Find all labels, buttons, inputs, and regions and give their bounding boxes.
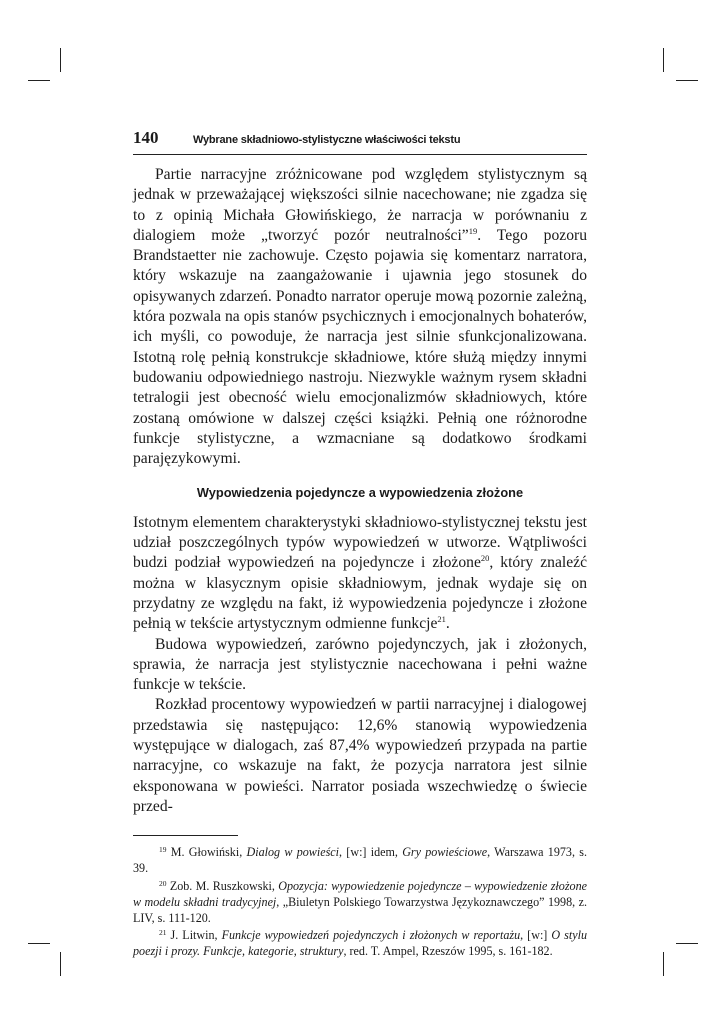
- footnote-number: 21: [159, 928, 167, 938]
- italic-title: Opozycja: wypowiedzenie pojedyncze – wypowiedzenie złożone w modelu składni tradycyjnej: [133, 878, 587, 909]
- crop-mark: [28, 943, 50, 944]
- body-text: [133, 165, 587, 817]
- crop-mark: [28, 80, 50, 81]
- text-span: M. Głowiński,: [170, 845, 247, 860]
- italic-title: Gry powieściowe: [402, 845, 488, 860]
- text-span: J. Litwin,: [170, 928, 222, 943]
- footnote-ref: 19: [468, 225, 478, 236]
- footnote: [133, 844, 587, 876]
- footnote: [133, 927, 587, 959]
- paragraph: Rozkład procentowy wypowiedzeń w partii narracyjnej i dialogowej przedstawia się następująco: 12,6% stanowią wypowiedzenia występujące w dialogach, zaś 87,4% wypowiedzeń przypada na partie narracyjne, co wskazuje na fakt, że pozycja narratora jest silnie eksponowana w powieści. Narrator posiada wszechwiedzę o świecie przed-: [133, 696, 587, 815]
- paragraph: [133, 513, 587, 635]
- italic-title: Funkcje wypowiedzeń pojedynczych i złożonych w reportażu: [221, 928, 521, 943]
- text-span: , red. T. Ampel, Rzeszów 1995, s. 161-182.: [343, 944, 553, 959]
- crop-mark: [663, 952, 664, 976]
- footnote-number: 19: [159, 845, 167, 855]
- paragraph: [133, 165, 587, 469]
- crop-mark: [60, 952, 61, 976]
- footnote: [133, 878, 587, 927]
- italic-title: Dialog w powieści: [246, 845, 340, 860]
- crop-mark: [60, 48, 61, 72]
- footnote-separator: [133, 835, 238, 836]
- italic-title: O stylu poezji i prozy. Funkcje, kategorie, struktury: [133, 928, 587, 959]
- footnote-number: 20: [159, 878, 167, 888]
- footnotes: [133, 844, 587, 959]
- text-span: , Warszawa 1973, s. 39.: [133, 845, 588, 876]
- text-span: , [w:] idem,: [339, 845, 403, 860]
- crop-mark: [676, 943, 698, 944]
- page-number: 140: [133, 128, 159, 147]
- text-span: . Tego pozoru Brandstaetter nie zachowuje. Często pojawia się komentarz narratora, który wskazuje na zaangażowanie i ujawnia jego stosunek do opisywanych zdarzeń. Ponadto narrator operuje mową pozornie zależną, która pozwala na opis stanów psychicznych i emocjonalnych bohaterów, ich myśli, co powoduje, że narracja jest silnie sfunkcjonalizowana. Istotną rolę pełnią konstrukcje składniowe, które służą między innymi budowaniu odpowiedniego nastroju. Niezwykle ważnym rysem składni tetralogii jest obecność wielu emocjonalizmów składniowych, które zostaną omówione w dalszej części książki. Pełnią one różnorodne funkcje stylistyczne, a wzmacniane są dodatkowo środkami parajęzykowymi.: [133, 226, 587, 468]
- running-title: Wybrane składniowo-stylistyczne właściwości tekstu: [193, 134, 461, 146]
- section-heading: Wypowiedzenia pojedyncze a wypowiedzenia złożone: [196, 485, 524, 501]
- crop-mark: [663, 48, 664, 72]
- text-span: Istotnym elementem charakterystyki składniowo-stylistycznej tekstu jest udział poszczególnych typów wypowiedzeń w utworze. Wątpliwości budzi podział wypowiedzeń na pojedyncze i złożone: [133, 513, 587, 572]
- text-span: , [w:]: [520, 928, 552, 943]
- text-span: Partie narracyjne zróżnicowane pod względem stylistycznym są jednak w przeważającej większości silnie nacechowane; nie zgadza się to z opinią Michała Głowińskiego, że narracja w porównaniu z dialogiem może „tworzyć pozór neutralności”: [133, 166, 587, 244]
- text-span: , „Biuletyn Polskiego Towarzystwa Językoznawczego” 1998, z. LIV, s. 111-120.: [133, 894, 587, 926]
- crop-mark: [676, 80, 698, 81]
- text-span: Zob. M. Ruszkowski,: [169, 878, 279, 893]
- paragraph: Budowa wypowiedzeń, zarówno pojedynczych, jak i złożonych, sprawia, że narracja jest stylistycznie nacechowana i pełni ważne funkcje w tekście.: [133, 635, 587, 694]
- running-header: [133, 128, 587, 155]
- footnote-ref: 20: [480, 553, 490, 564]
- book-page: [133, 128, 587, 961]
- text-span: .: [445, 615, 450, 633]
- footnote-ref: 21: [437, 614, 446, 625]
- text-span: , który znaleźć można w klasycznym opisie składniowym, jednak wydaje się on przydatny ze względu na fakt, iż wypowiedzenia pojedyncze i złożone pełnią w tekście artystycznym odmienne funkcje: [133, 554, 587, 633]
